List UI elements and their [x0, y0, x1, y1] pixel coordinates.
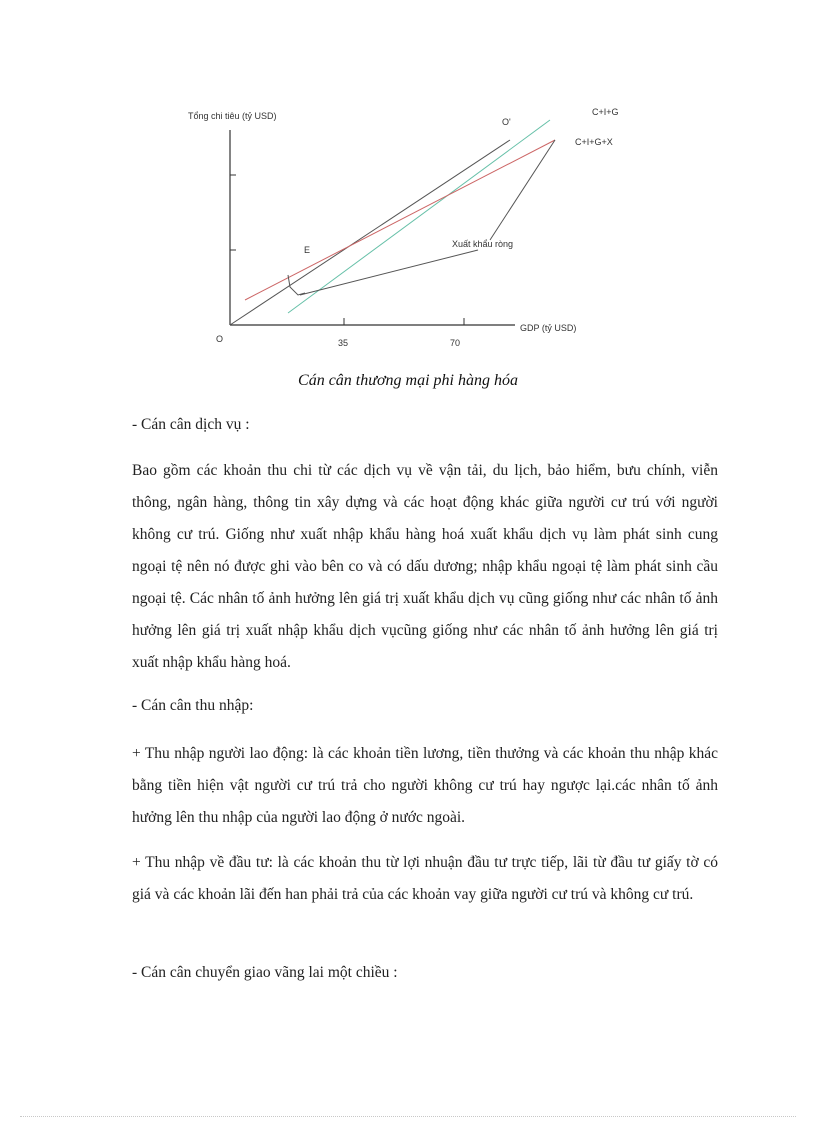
label-e: E	[304, 245, 311, 255]
paragraph-labor-income: + Thu nhập người lao động: là các khoản tiền lương, tiền thưởng và các khoản thu nhập khác bằng tiền hiện vật người cư trú trả cho người không cư trú hay ngược lại.các nhân tố ảnh hưởng lên thu nhập của người lao động ở nước ngoài.	[132, 745, 718, 826]
chart-figure	[180, 95, 650, 360]
footer-divider	[20, 1116, 796, 1117]
x-tick-label-35: 35	[338, 338, 349, 348]
heading-transfers-balance: - Cán cân chuyển giao vãng lai một chiều :	[132, 964, 398, 981]
heading-services-balance: - Cán cân dịch vụ :	[132, 416, 250, 433]
label-o-prime: O'	[502, 117, 511, 127]
line-net-export-arm	[490, 140, 555, 240]
label-net-export: Xuất khẩu ròng	[452, 239, 514, 249]
line-cig	[288, 120, 550, 313]
label-cigx: C+I+G+X	[575, 137, 613, 147]
heading-income-balance: - Cán cân thu nhập:	[132, 697, 254, 714]
line-net-export	[300, 250, 478, 295]
y-axis-label: Tổng chi tiêu (tỷ USD)	[188, 111, 277, 121]
line-cigx	[245, 140, 555, 300]
x-axis-label: GDP (tỷ USD)	[520, 323, 577, 333]
origin-label: O	[216, 334, 224, 344]
paragraph-investment-income: + Thu nhập về đầu tư: là các khoản thu từ lợi nhuận đầu tư trực tiếp, lãi từ đầu tư giấy tờ có giá và các khoản lãi đến han phải trả của các khoản vay giữa người cư trú và không cư trú.	[132, 854, 718, 903]
line-o-prime	[230, 140, 510, 325]
x-tick-label-70: 70	[450, 338, 461, 348]
label-cig: C+I+G	[592, 107, 619, 117]
paragraph-services: Bao gồm các khoản thu chi từ các dịch vụ về vận tải, du lịch, bảo hiểm, bưu chính, viễn thông, ngân hàng, thông tin xây dựng và các hoạt động khác giữa người cư trú với người không cư trú. Giống như xuất nhập khẩu hàng hoá xuất khẩu dịch vụ làm phát sinh cung ngoại tệ nên nó được ghi vào bên co và có dấu dương; nhập khẩu ngoại tệ làm phát sinh cầu ngoại tệ. Các nhân tố ảnh hưởng lên giá trị xuất khẩu dịch vụ cũng giống như các nhân tố ảnh hưởng lên giá trị xuất nhập khẩu dịch vụcũng giống như các nhân tố ảnh hưởng lên giá trị xuất nhập khẩu hàng hoá.	[132, 462, 718, 671]
chart-svg	[180, 95, 650, 360]
figure-caption: Cán cân thương mại phi hàng hóa	[298, 372, 518, 389]
